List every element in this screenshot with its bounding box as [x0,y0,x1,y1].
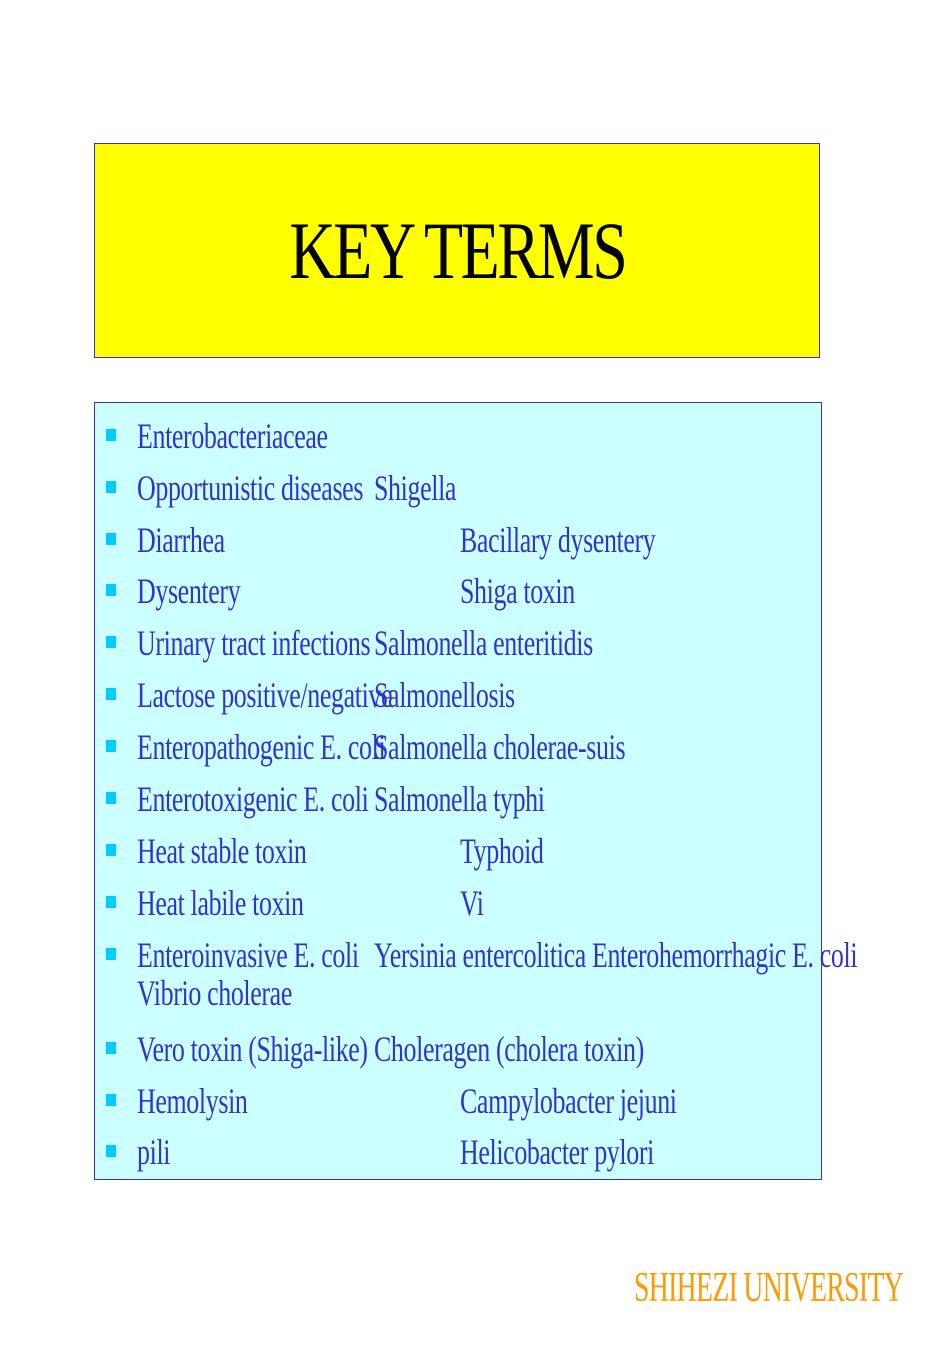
list-item [95,408,821,460]
square-bullet-icon [106,740,116,752]
list-item [95,512,821,564]
key-terms-list [94,402,858,1180]
term-left: Heat labile toxin [137,883,304,923]
term-right: Yersinia entercolitica Enterohemorrhagic E. coli [374,935,858,975]
term-left: Diarrhea [137,520,225,560]
term-left: Vero toxin (Shiga-like) [137,1029,368,1069]
square-bullet-icon [106,896,116,908]
term-left: Enterotoxigenic E. coli [137,779,369,819]
term-right: Salmonella typhi [374,779,545,819]
square-bullet-icon [106,688,116,700]
list-item [95,615,821,667]
term-left: Enteropathogenic E. coli [137,727,386,767]
square-bullet-icon [106,1042,116,1054]
term-left: Lactose positive/negative [137,675,393,715]
list-item [95,719,821,771]
list-item [95,823,821,875]
footer-university-name: SHIHEZI UNIVERSITY [634,1265,904,1311]
list-item [95,1124,821,1176]
list-item [95,1021,821,1073]
term-right: Bacillary dysentery [460,520,656,560]
term-right: Vi [460,883,484,923]
list-item [95,771,821,823]
list-item [95,460,821,512]
list-item [95,927,858,1015]
square-bullet-icon [106,844,116,856]
square-bullet-icon [106,533,116,545]
term-right: Choleragen (cholera toxin) [374,1029,644,1069]
term-right: Typhoid [460,831,544,871]
square-bullet-icon [106,792,116,804]
term-right: Shiga toxin [460,571,575,611]
term-right: Salmonellosis [374,675,515,715]
term-continuation: Vibrio cholerae [137,973,292,1013]
square-bullet-icon [106,948,116,960]
term-left: Enterobacteriaceae [137,416,328,456]
list-item [95,563,821,615]
term-right: Helicobacter pylori [460,1132,654,1172]
page-title: KEY TERMS [288,204,626,296]
list-item [95,667,821,719]
term-left: Dysentery [137,571,241,611]
term-left: Opportunistic diseases [137,468,364,508]
square-bullet-icon [106,1145,116,1157]
term-right: Campylobacter jejuni [460,1081,677,1121]
term-right: Salmonella enteritidis [374,623,593,663]
title-banner [94,143,820,358]
square-bullet-icon [106,429,116,441]
term-left: Heat stable toxin [137,831,307,871]
term-right: Shigella [374,468,457,508]
term-left: Hemolysin [137,1081,248,1121]
square-bullet-icon [106,1094,116,1106]
square-bullet-icon [106,481,116,493]
term-left: Enteroinvasive E. coli [137,935,359,975]
square-bullet-icon [106,636,116,648]
term-left: pili [137,1132,171,1172]
term-right: Salmonella cholerae-suis [374,727,626,767]
list-item [95,875,821,927]
square-bullet-icon [106,584,116,596]
list-item [95,1073,821,1125]
term-left: Urinary tract infections [137,623,371,663]
